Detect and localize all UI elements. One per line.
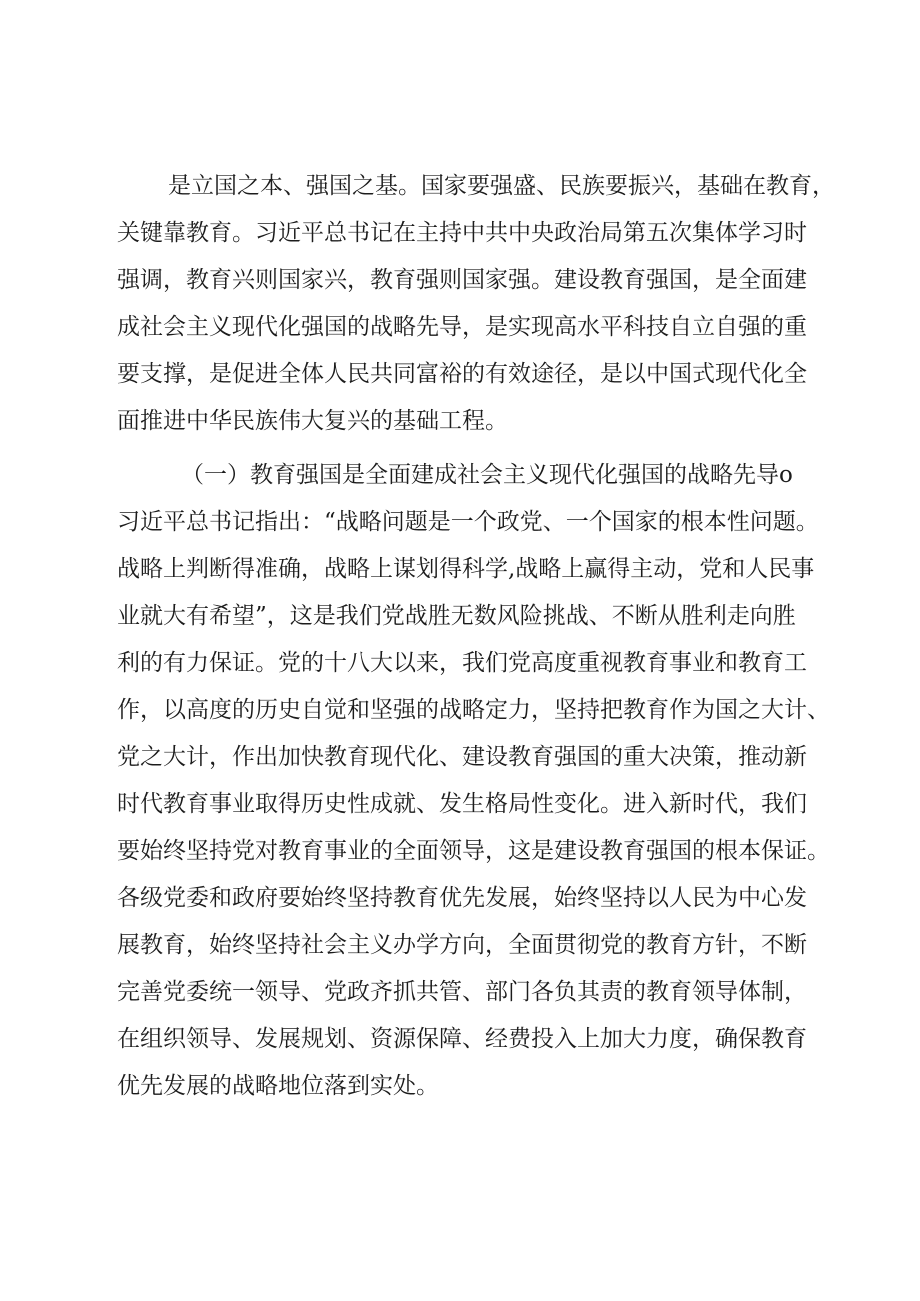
text-line: 关键靠教育。习近平总书记在主持中共中央政治局第五次集体学习时: [117, 220, 807, 246]
text-line: 强调，教育兴则国家兴，教育强则国家强。建设教育强国，是全面建: [117, 267, 807, 293]
text-line: 利的有力保证。党的十八大以来，我们党高度重视教育事业和教育工: [117, 650, 807, 676]
text-line: 面推进中华民族伟大复兴的基础工程。: [117, 408, 508, 434]
text-line: 要始终坚持党对教育事业的全面领导，这是建设教育强国的根本保证。: [117, 838, 830, 864]
section-heading: （一）教育强国是全面建成社会主义现代化强国的战略先导o: [181, 462, 793, 488]
text-line: 展教育，始终坚持社会主义办学方向，全面贯彻党的教育方针，不断: [117, 932, 807, 958]
text-line: 战略上判断得准确，战略上谋划得科学,战略上赢得主动，党和人民事: [117, 556, 815, 582]
text-line: 要支撑，是促进全体人民共同富裕的有效途径，是以中国式现代化全: [117, 361, 807, 387]
text-line: 习近平总书记指出：“战略问题是一个政党、一个国家的根本性问题。: [117, 509, 819, 535]
text-line: 时代教育事业取得历史性成就、发生格局性变化。进入新时代，我们: [117, 791, 807, 817]
text-line: 是立国之本、强国之基。国家要强盛、民族要振兴，基础在教育，: [168, 173, 835, 199]
text-line: 成社会主义现代化强国的战略先导，是实现高水平科技自立自强的重: [117, 314, 807, 340]
text-line: 作，以高度的历史自觉和坚强的战略定力，坚持把教育作为国之大计、: [117, 697, 830, 723]
text-line: 完善党委统一领导、党政齐抓共管、部门各负其责的教育领导体制，: [117, 979, 807, 1005]
text-line: 业就大有希望”，这是我们党战胜无数风险挑战、不断从胜利走向胜: [117, 603, 796, 629]
text-line: 各级党委和政府要始终坚持教育优先发展，始终坚持以人民为中心发: [117, 885, 807, 911]
text-line: 在组织领导、发展规划、资源保障、经费投入上加大力度，确保教育: [117, 1026, 807, 1052]
text-line: 党之大计，作出加快教育现代化、建设教育强国的重大决策，推动新: [117, 744, 807, 770]
text-line: 优先发展的战略地位落到实处。: [117, 1073, 439, 1099]
